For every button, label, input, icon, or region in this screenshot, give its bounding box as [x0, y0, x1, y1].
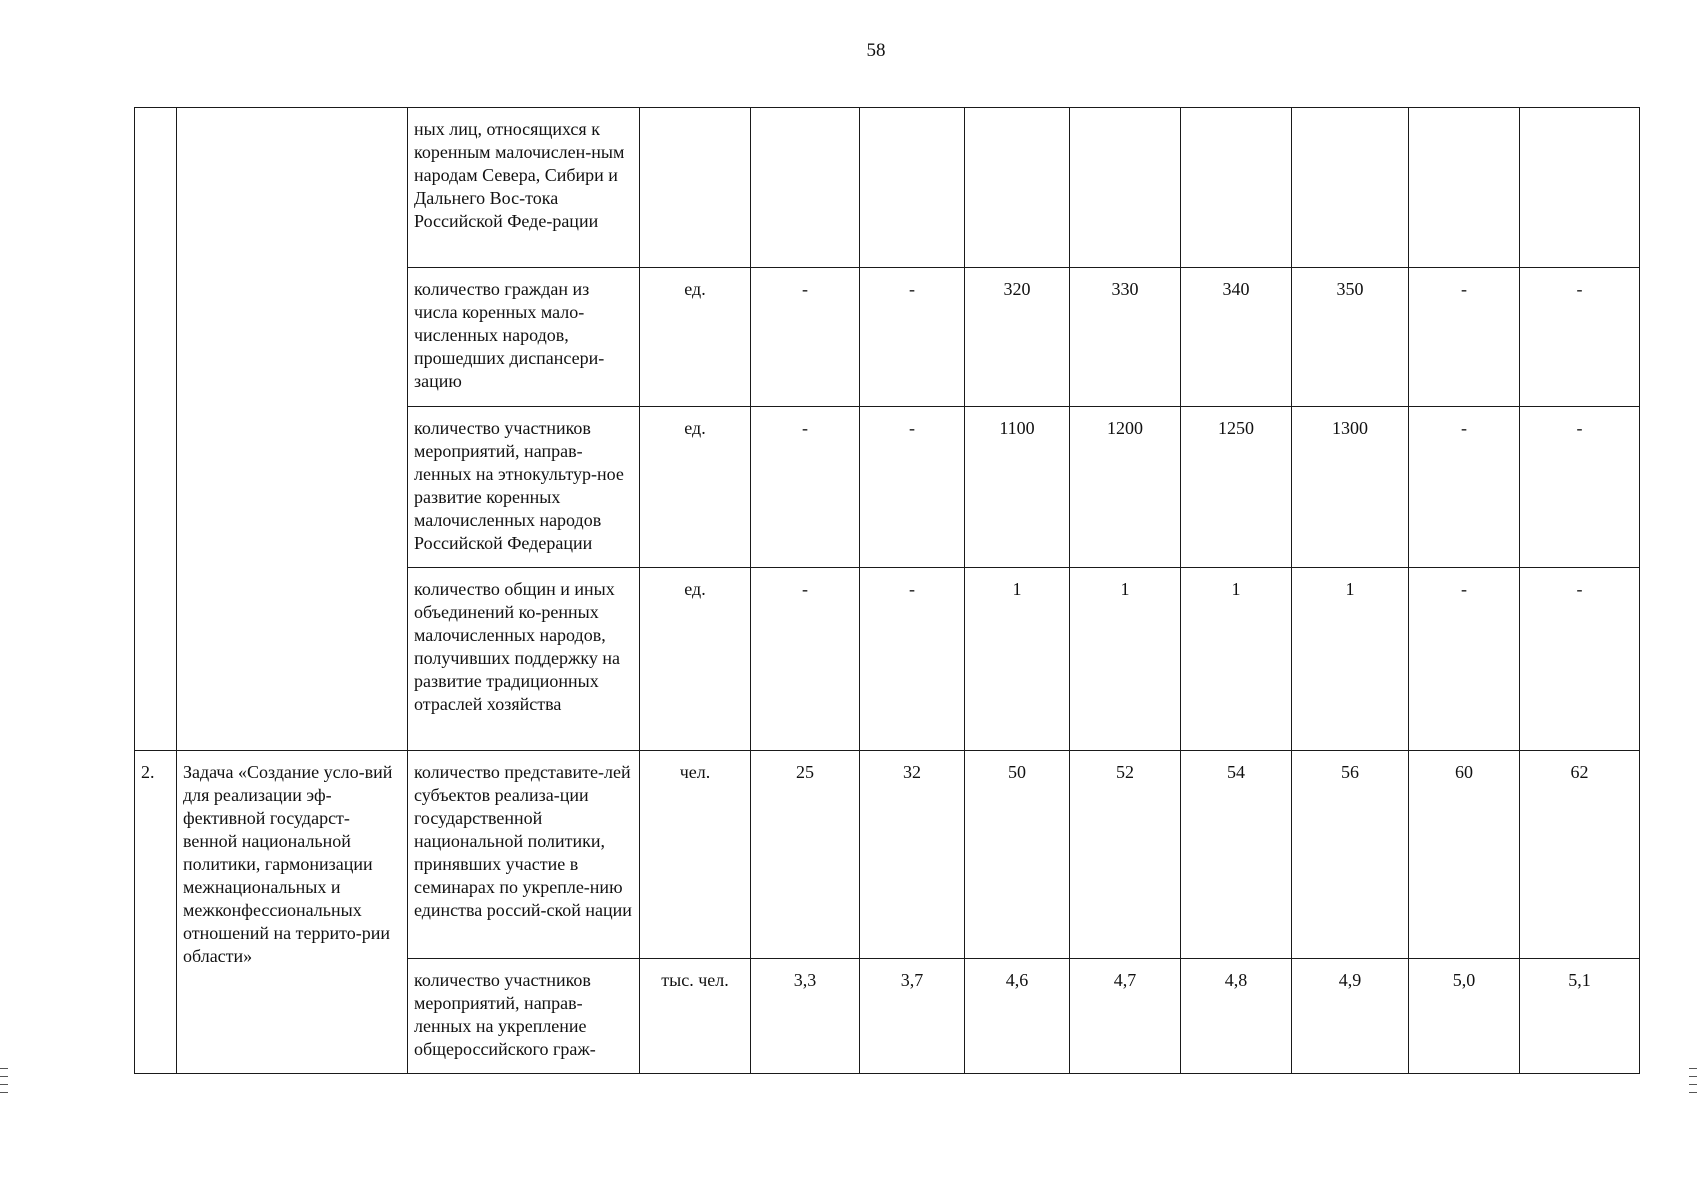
value-cell	[1409, 108, 1520, 268]
scan-edge-mark	[0, 1068, 8, 1069]
task-title-cell: Задача «Создание усло-вий для реализации эф-фективной государст-венной национальной политики, гармонизации межнациональных и межконфессиональных отношений на террито-рии области»	[177, 751, 408, 1074]
value-cell: 320	[965, 268, 1070, 407]
value-cell: -	[751, 268, 860, 407]
indicator-cell: количество участников мероприятий, направ-ленных на укрепление общероссийского граж-	[408, 959, 640, 1074]
value-cell: 4,6	[965, 959, 1070, 1074]
value-cell: -	[860, 568, 965, 751]
value-cell: 4,9	[1292, 959, 1409, 1074]
value-cell: 330	[1070, 268, 1181, 407]
value-cell: 350	[1292, 268, 1409, 407]
empty-task-cell	[177, 108, 408, 751]
value-cell: -	[1409, 268, 1520, 407]
value-cell	[1292, 108, 1409, 268]
value-cell: 1250	[1181, 407, 1292, 568]
scan-edge-mark	[1689, 1084, 1697, 1085]
value-cell: -	[1409, 568, 1520, 751]
unit-cell: ед.	[640, 268, 751, 407]
value-cell: 1	[1292, 568, 1409, 751]
value-cell: 32	[860, 751, 965, 959]
value-cell: -	[1520, 268, 1640, 407]
unit-cell: ед.	[640, 407, 751, 568]
value-cell	[965, 108, 1070, 268]
value-cell: 1100	[965, 407, 1070, 568]
value-cell: 1300	[1292, 407, 1409, 568]
value-cell: -	[751, 568, 860, 751]
value-cell: 52	[1070, 751, 1181, 959]
value-cell: 60	[1409, 751, 1520, 959]
value-cell: 1200	[1070, 407, 1181, 568]
value-cell	[751, 108, 860, 268]
value-cell: 3,3	[751, 959, 860, 1074]
value-cell: -	[751, 407, 860, 568]
value-cell: -	[1520, 407, 1640, 568]
indicator-cell: количество участников мероприятий, направ-ленных на этнокультур-ное развитие коренных малочисленных народов Российской Федерации	[408, 407, 640, 568]
unit-cell	[640, 108, 751, 268]
scan-edge-mark	[0, 1084, 8, 1085]
table-row	[135, 108, 1640, 268]
value-cell: 50	[965, 751, 1070, 959]
value-cell: -	[1409, 407, 1520, 568]
unit-cell: тыс. чел.	[640, 959, 751, 1074]
value-cell: 340	[1181, 268, 1292, 407]
value-cell: 4,7	[1070, 959, 1181, 1074]
value-cell: -	[860, 268, 965, 407]
value-cell: 1	[1070, 568, 1181, 751]
indicators-table	[134, 107, 1640, 1074]
scan-edge-mark	[0, 1092, 8, 1093]
value-cell	[1520, 108, 1640, 268]
task-number-cell: 2.	[135, 751, 177, 1074]
value-cell: 25	[751, 751, 860, 959]
value-cell	[1181, 108, 1292, 268]
scan-edge-mark	[1689, 1092, 1697, 1093]
scan-edge-mark	[0, 1076, 8, 1077]
page-number: 58	[866, 40, 886, 61]
scan-edge-mark	[1689, 1068, 1697, 1069]
value-cell: 54	[1181, 751, 1292, 959]
value-cell: 4,8	[1181, 959, 1292, 1074]
value-cell	[1070, 108, 1181, 268]
unit-cell: ед.	[640, 568, 751, 751]
unit-cell: чел.	[640, 751, 751, 959]
indicator-cell: количество представите-лей субъектов реализа-ции государственной национальной политики, принявших участие в семинарах по укрепле-нию единства россий-ской нации	[408, 751, 640, 959]
value-cell: 5,0	[1409, 959, 1520, 1074]
indicator-cell: количество общин и иных объединений ко-ренных малочисленных народов, получивших поддержку на развитие традиционных отраслей хозяйства	[408, 568, 640, 751]
value-cell: 62	[1520, 751, 1640, 959]
value-cell: 5,1	[1520, 959, 1640, 1074]
value-cell: 1	[965, 568, 1070, 751]
empty-index-cell	[135, 108, 177, 751]
value-cell: -	[1520, 568, 1640, 751]
value-cell: 1	[1181, 568, 1292, 751]
table-row	[135, 751, 1640, 959]
value-cell	[860, 108, 965, 268]
value-cell: 56	[1292, 751, 1409, 959]
scan-edge-mark	[1689, 1076, 1697, 1077]
value-cell: -	[860, 407, 965, 568]
indicator-cell: ных лиц, относящихся к коренным малочислен-ным народам Севера, Сибири и Дальнего Вос-тока Российской Феде-рации	[408, 108, 640, 268]
indicator-cell: количество граждан из числа коренных мало-численных народов, прошедших диспансери-зацию	[408, 268, 640, 407]
value-cell: 3,7	[860, 959, 965, 1074]
